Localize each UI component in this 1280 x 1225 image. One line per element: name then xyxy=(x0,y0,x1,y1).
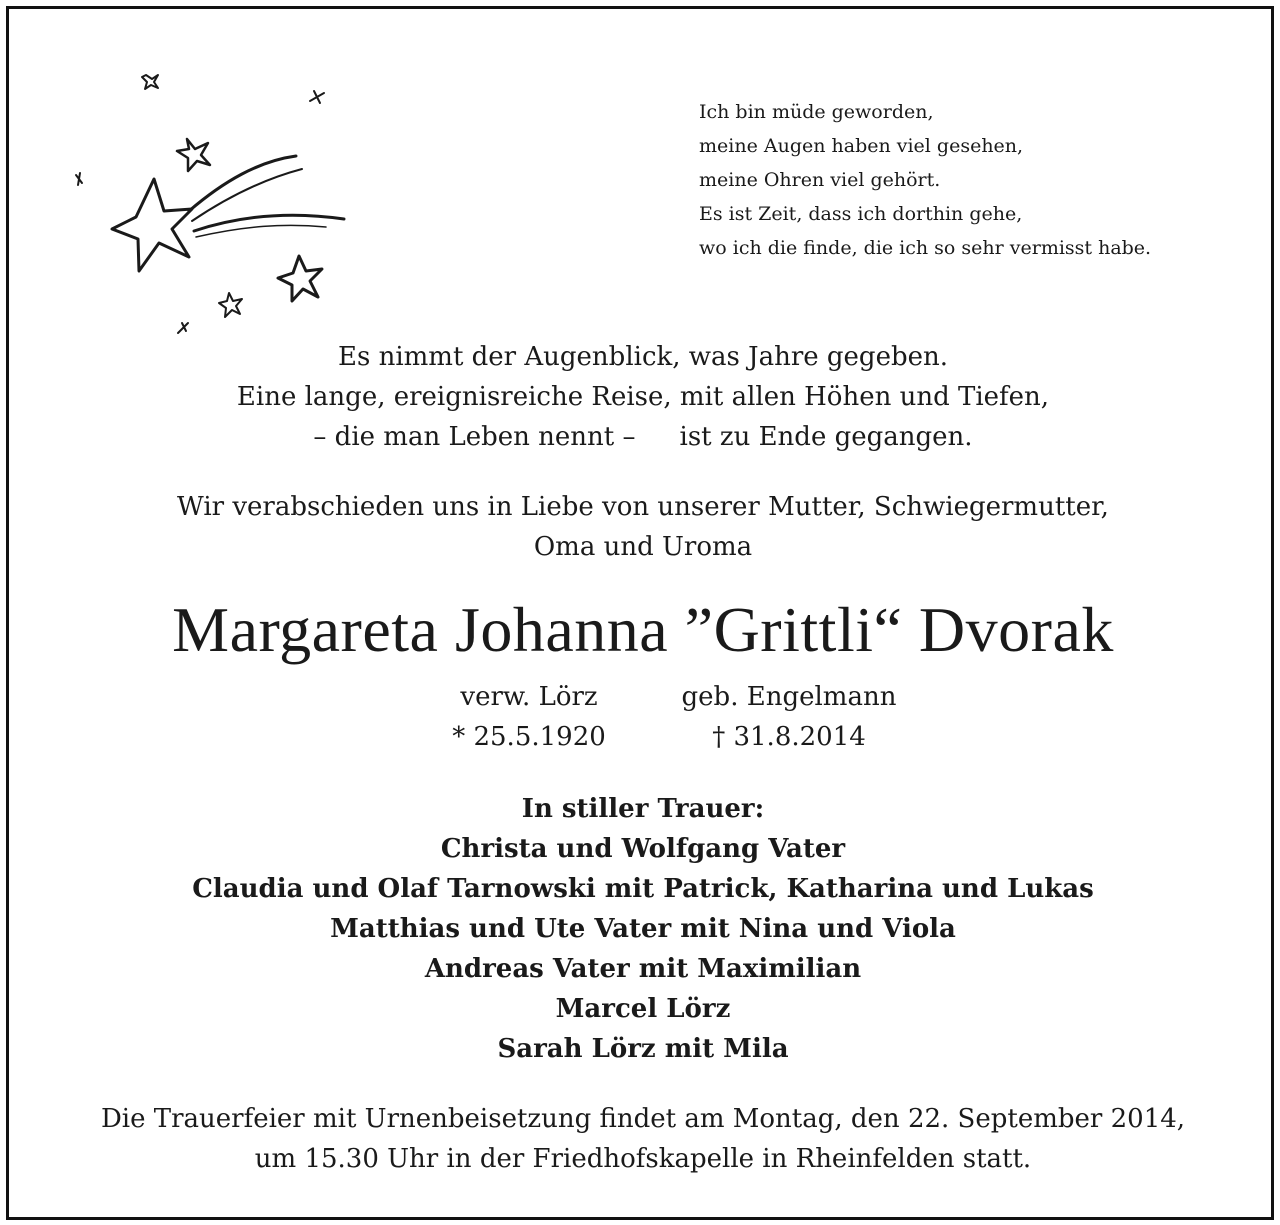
widowed-name: verw. Lörz xyxy=(460,682,598,712)
intro-line-part: – die man Leben nennt – xyxy=(313,422,636,452)
mourner-name: Matthias und Ute Vater mit Nina und Viola xyxy=(330,914,956,944)
obituary-notice xyxy=(6,6,1274,1220)
ceremony-info xyxy=(9,1099,1277,1179)
ceremony-line: Die Trauerfeier mit Urnenbeisetzung findet am Montag, den 22. September 2014, xyxy=(100,1104,1186,1134)
mourner-name: Andreas Vater mit Maximilian xyxy=(424,954,862,984)
deceased-details xyxy=(9,677,1277,757)
intro-line-part: ist zu Ende gegangen. xyxy=(679,422,973,452)
death-date: † 31.8.2014 xyxy=(712,722,866,752)
mourners-heading: In stiller Trauer: xyxy=(521,794,765,824)
farewell-line: Wir verabschieden uns in Liebe von unserer Mutter, Schwiegermutter, xyxy=(177,492,1109,522)
intro-line xyxy=(9,417,1277,457)
birth-date: * 25.5.1920 xyxy=(452,722,606,752)
deceased-name: Margareta Johanna ”Grittli“ Dvorak xyxy=(172,594,1114,665)
mourner-name: Claudia und Olaf Tarnowski mit Patrick, Katharina und Lukas xyxy=(192,874,1094,904)
poem-line: Ich bin müde geworden, xyxy=(699,101,934,123)
intro-text xyxy=(9,337,1277,457)
birth-name: geb. Engelmann xyxy=(681,682,897,712)
poem xyxy=(699,95,1259,265)
mourners xyxy=(9,789,1277,1069)
poem-line: Es ist Zeit, dass ich dorthin gehe, xyxy=(699,203,1023,225)
ceremony-line: um 15.30 Uhr in der Friedhofskapelle in Rheinfelden statt. xyxy=(254,1144,1032,1174)
mourner-name: Sarah Lörz mit Mila xyxy=(497,1034,789,1064)
poem-line: meine Augen haben viel gesehen, xyxy=(699,135,1024,157)
poem-line: meine Ohren viel gehört. xyxy=(699,169,941,191)
mourner-name: Marcel Lörz xyxy=(555,994,731,1024)
shooting-star-icon xyxy=(64,61,364,351)
mourner-name: Christa und Wolfgang Vater xyxy=(440,834,846,864)
intro-line: Eine lange, ereignisreiche Reise, mit allen Höhen und Tiefen, xyxy=(236,382,1050,412)
intro-line: Es nimmt der Augenblick, was Jahre gegeben. xyxy=(337,342,949,372)
farewell-line: Oma und Uroma xyxy=(533,532,753,562)
farewell-text xyxy=(9,487,1277,567)
poem-line: wo ich die finde, die ich so sehr vermisst habe. xyxy=(699,237,1152,259)
